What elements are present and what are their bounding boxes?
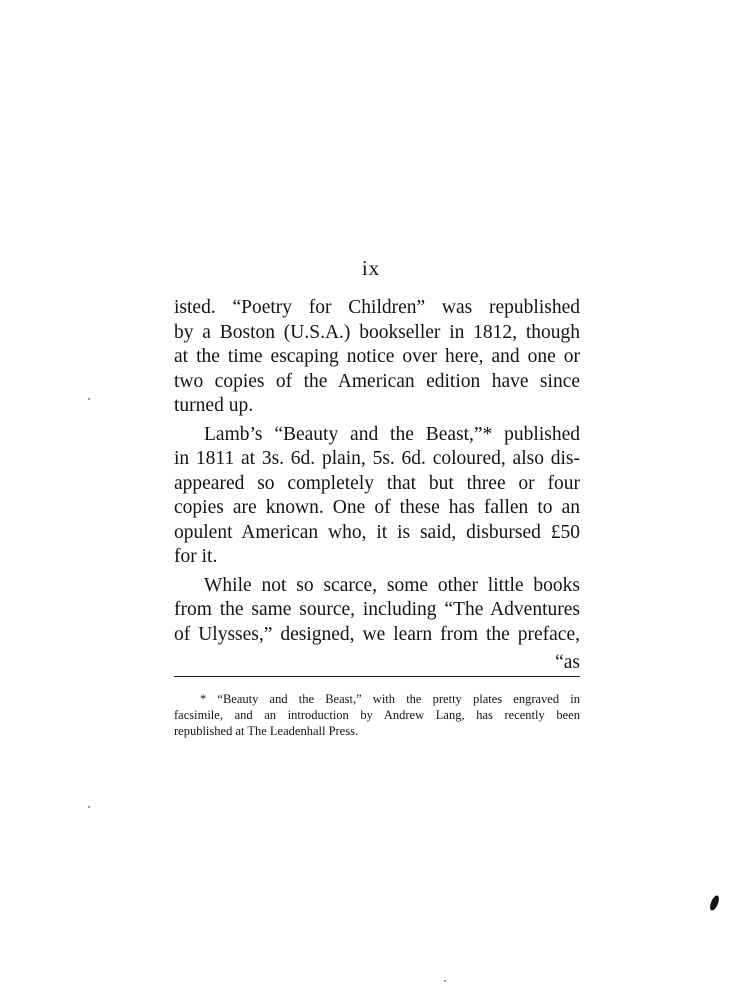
footnote <box>174 691 580 739</box>
footnote-rule <box>174 676 580 677</box>
body-line: appeared so completely that but three or four <box>174 472 580 494</box>
paper-speck <box>88 398 90 400</box>
ink-blot <box>708 894 720 911</box>
paper-speck <box>444 980 446 982</box>
body-line: at the time escaping notice over here, and one or <box>174 346 580 367</box>
body-line: by a Boston (U.S.A.) bookseller in 1812, though <box>174 321 580 343</box>
body-line: Lamb’s “Beauty and the Beast,”* published <box>204 423 580 445</box>
body-line: opulent American who, it is said, disbursed £50 <box>174 521 580 543</box>
body-line: isted. “Poetry for Children” was republished <box>174 297 580 318</box>
footnote-line: republished at The Leadenhall Press. <box>174 724 359 738</box>
body-line: turned up. <box>174 395 254 416</box>
page-number: ix <box>361 256 381 280</box>
body-line: of Ulysses,” designed, we learn from the preface, <box>174 623 580 645</box>
body-line: copies are known. One of these has fallen to an <box>174 497 580 518</box>
body-text <box>174 296 580 647</box>
paper-speck <box>88 806 90 808</box>
footnote-line: facsimile, and an introduction by Andrew Lang, has recently been <box>174 708 580 722</box>
catchword: “as <box>555 652 580 673</box>
body-line: While not so scarce, some other little books <box>204 574 580 596</box>
body-line: in 1811 at 3s. 6d. plain, 5s. 6d. coloured, also dis- <box>174 448 580 469</box>
body-line: from the same source, including “The Adventures <box>174 599 580 620</box>
body-line: for it. <box>174 546 218 567</box>
body-line: two copies of the American edition have since <box>174 370 580 392</box>
footnote-line: * “Beauty and the Beast,” with the pretty plates engraved in <box>200 692 580 706</box>
